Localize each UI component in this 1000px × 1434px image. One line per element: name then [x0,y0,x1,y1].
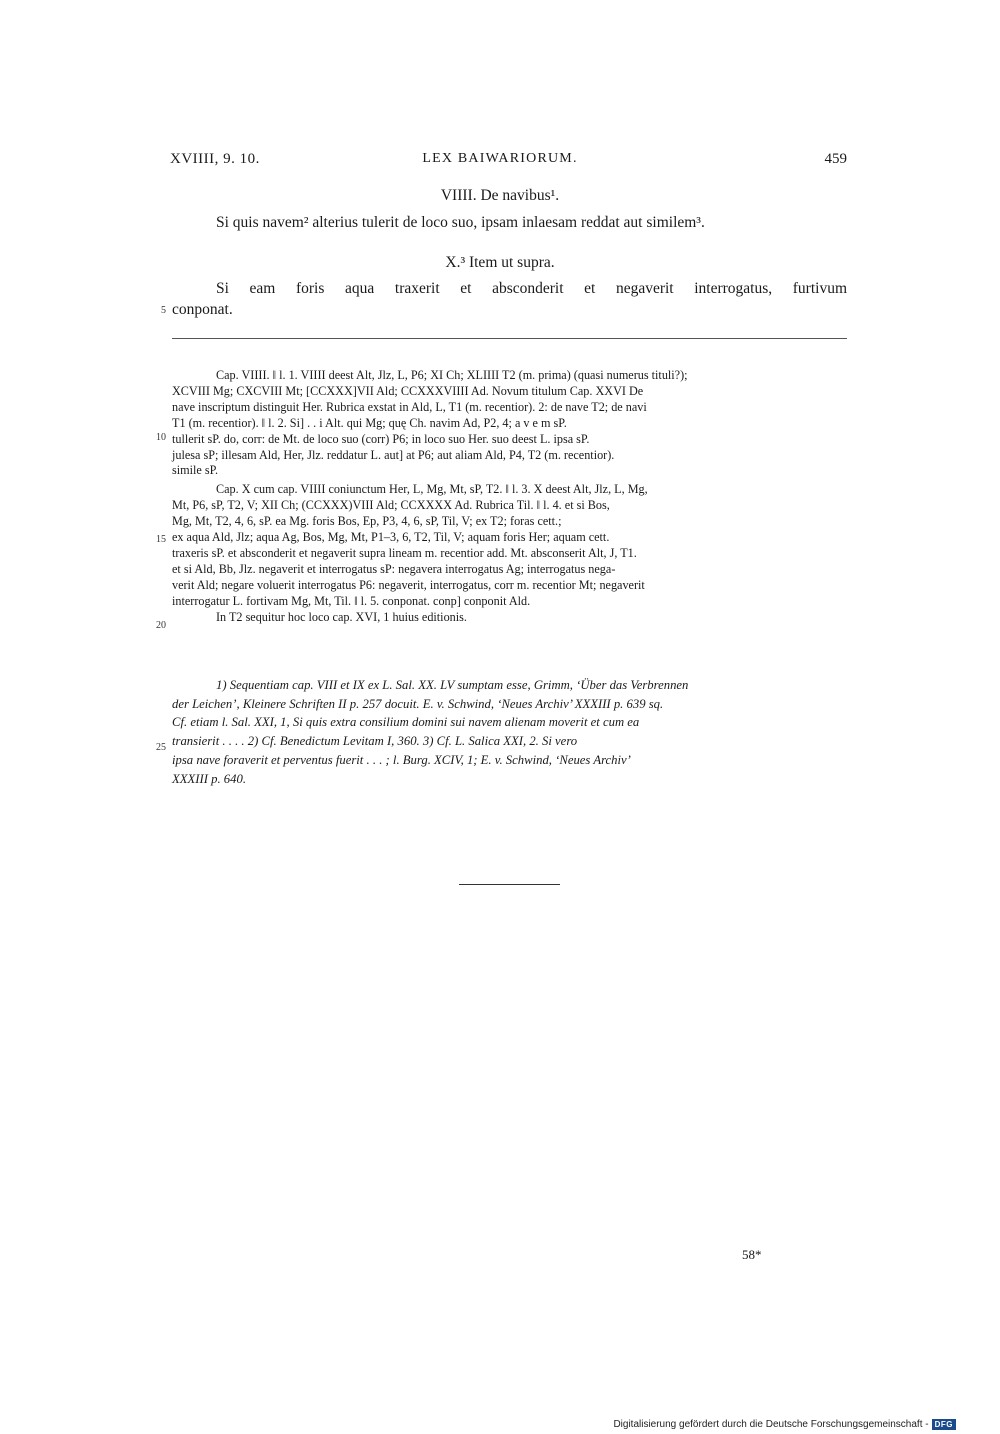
apparatus-line: Cap. X cum cap. VIIII coniunctum Her, L, Mg, Mt, sP, T2. ‖ l. 3. X deest Alt, Jlz, L, Mg, [216,482,648,497]
footnote-line: der Leichen’, Kleinere Schriften II p. 257 docuit. E. v. Schwind, ‘Neues Archiv’ XXXIII p. 639 sq. [172,696,664,711]
apparatus-line: ex aqua Ald, Jlz; aqua Ag, Bos, Mg, Mt, P1–3, 6, T2, Til, V; aquam foris Her; aquam cett. [172,530,610,545]
apparatus-line: XCVIII Mg; CXCVIII Mt; [CCXXX]VII Ald; CCXXXVIIII Ad. Novum titulum Cap. XXVI De [172,383,644,398]
footnote-line: 1) Sequentiam cap. VIII et IX ex L. Sal. XX. LV sumptam esse, Grimm, ‘Über das Verbrennen [216,678,689,692]
apparatus-line: traxeris sP. et absconderit et negaverit supra lineam m. recentior add. Mt. absconserit Alt, J, T1. [172,545,637,560]
apparatus-line: verit Ald; negare voluerit interrogatus P6: negaverit, interrogatus, corr m. recentior Mt; negaverit [172,577,645,592]
footnote-line: Cf. etiam l. Sal. XXI, 1, Si quis extra consilium domini sui navem alienam moverit et cum ea [172,715,640,730]
footnote-line: XXXIII p. 640. [172,771,246,786]
apparatus-line: Mt, P6, sP, T2, V; XII Ch; (CCXXX)VIII Ald; CCXXXX Ad. Rubrica Til. ‖ l. 4. et si Bos, [172,498,610,513]
footer-text: Digitalisierung gefördert durch die Deutsche Forschungsgemeinschaft - [613,1419,929,1430]
running-header-left: XVIIII, 9. 10. [170,151,260,167]
printer-signature: 58* [742,1247,762,1262]
running-header-title: LEX BAIWARIORUM. [422,151,578,166]
section-10-title: X.³ Item ut supra. [445,254,555,271]
line-number-15: 15 [156,534,166,545]
apparatus-line: interrogatur L. fortivam Mg, Mt, Til. ‖ l. 5. conponat. conp] conponit Ald. [172,593,531,608]
section-10-text [172,278,847,320]
apparatus-line: In T2 sequitur hoc loco cap. XVI, 1 huius editionis. [216,609,467,624]
section-10-line-2: conponat. [172,301,233,318]
apparatus-line: Mg, Mt, T2, 4, 6, sP. ea Mg. foris Bos, Ep, P3, 4, 6, sP, Til, V; ex T2; foras cett.; [172,514,562,529]
section-10-line-1: Si eam foris aqua traxerit et absconderit et negaverit interrogatus, furtivum [216,280,847,297]
apparatus-line: julesa sP; illesam Ald, Her, Jlz. reddatur L. aut] at P6; aut aliam Ald, P4, T2 (m. recentior). [172,447,615,462]
line-number-5: 5 [161,305,166,316]
apparatus-line: T1 (m. recentior). ‖ l. 2. Si] . . i Alt. qui Mg; quę Ch. navim Ad, P2, 4; a v e m sP. [172,415,567,430]
page-number: 459 [824,151,847,167]
apparatus-line: tullerit sP. do, corr: de Mt. de loco suo (corr) P6; in loco suo Her. suo deest L. ipsa sP. [172,431,590,446]
critical-apparatus [172,368,847,626]
text-apparatus-rule [172,338,847,339]
footnotes [172,676,847,788]
apparatus-line: simile sP. [172,463,219,478]
footnote-line: ipsa nave foraverit et perventus fuerit . . . ; l. Burg. XCIV, 1; E. v. Schwind, ‘Neues Archiv’ [172,752,631,767]
line-number-10: 10 [156,432,166,443]
apparatus-line: Cap. VIIII. ‖ l. 1. VIIII deest Alt, Jlz, L, P6; XI Ch; XLIIII T2 (m. prima) (quasi numerus tituli?); [216,368,688,382]
section-9-title: VIIII. De navibus¹. [440,187,560,204]
dfg-logo[interactable]: DFG [932,1419,956,1430]
end-rule [459,884,560,885]
section-9-text: Si quis navem² alterius tulerit de loco suo, ipsam inlaesam reddat aut similem³. [216,214,705,231]
digitization-footer [613,1419,956,1430]
line-number-20: 20 [156,620,166,631]
footnote-line: transierit . . . . 2) Cf. Benedictum Levitam I, 360. 3) Cf. L. Salica XXI, 2. Si vero [172,734,578,749]
apparatus-line: nave inscriptum distinguit Her. Rubrica exstat in Ald, L, T1 (m. recentior). 2: de nave T2; de navi [172,399,647,414]
line-number-25: 25 [156,742,166,753]
apparatus-line: et si Ald, Bb, Jlz. negaverit et interrogatus sP: negavera interrogatus Ag; interrogatus nega- [172,561,616,576]
